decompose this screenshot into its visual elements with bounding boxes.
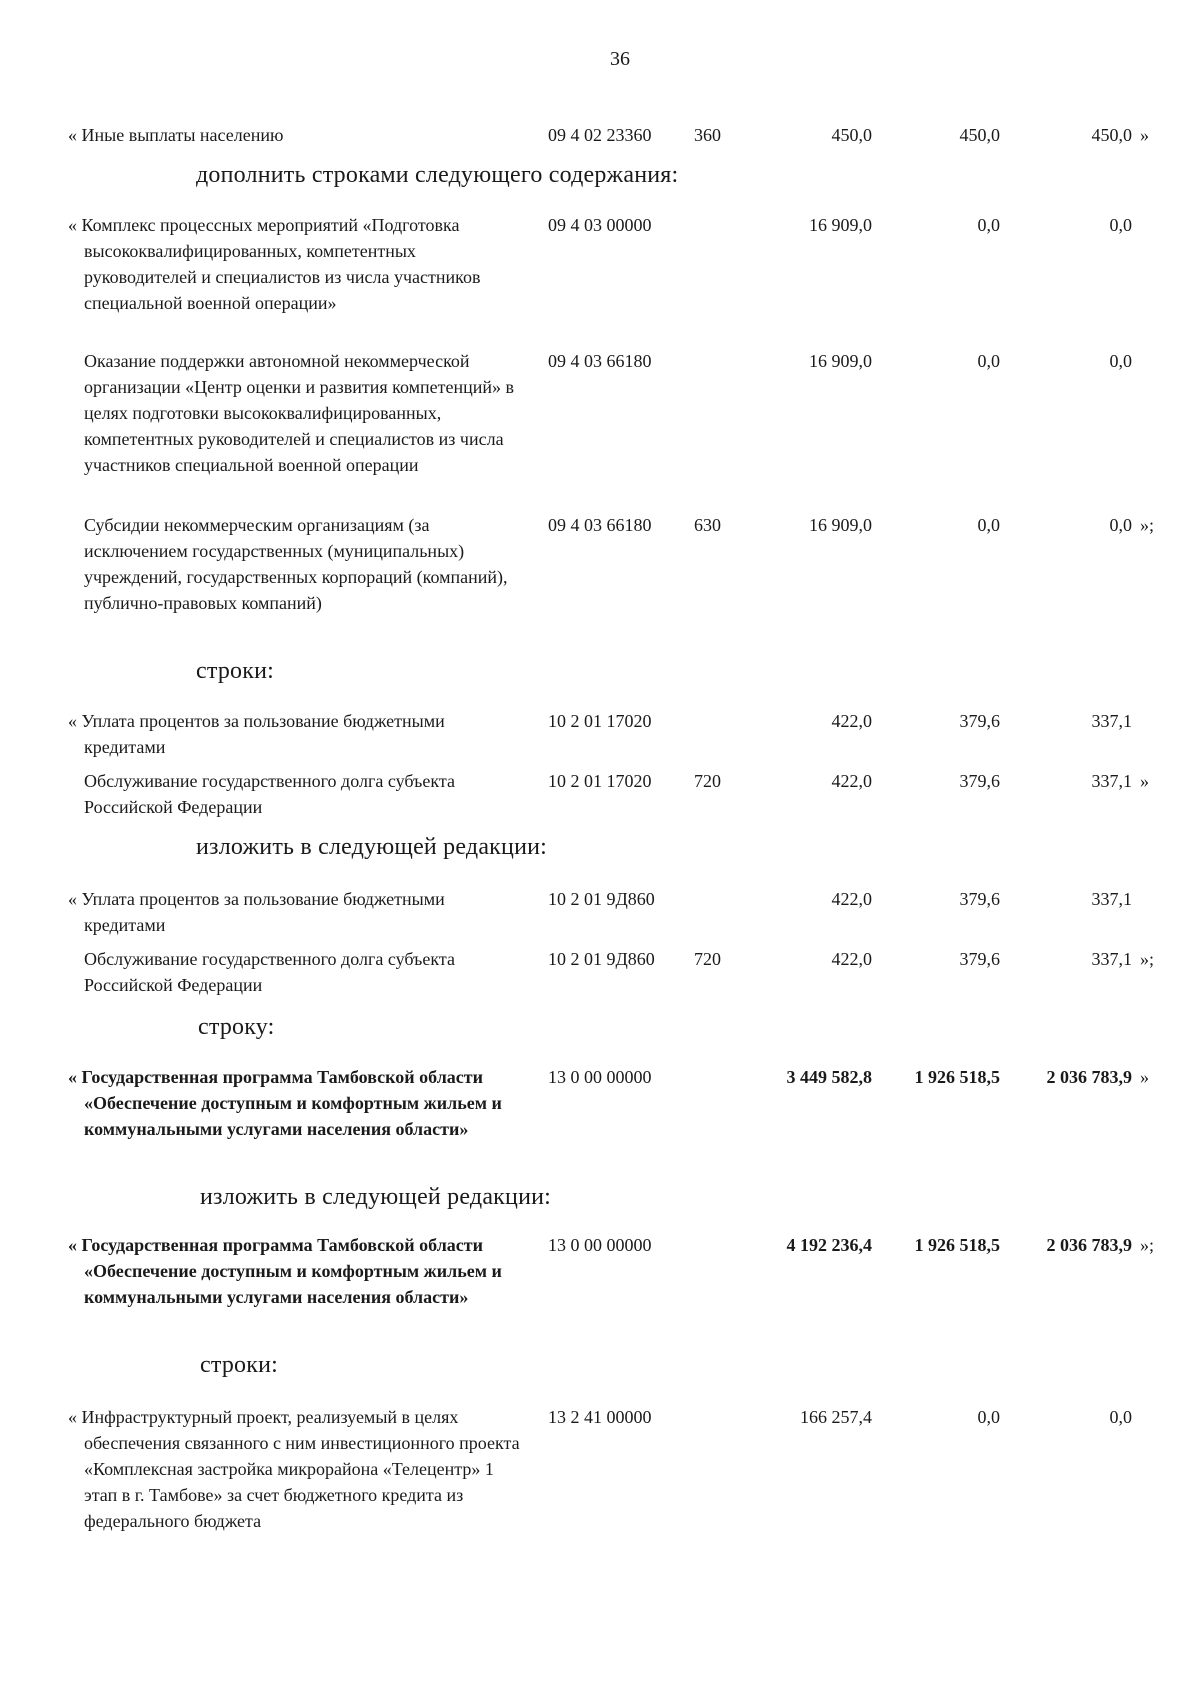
instruction-heading: изложить в следующей редакции: [196, 834, 548, 860]
row-value-year2: 450,0 [959, 125, 1000, 145]
quote-mark: « [68, 1407, 77, 1427]
row-closing-quote: » [1140, 125, 1149, 145]
row-closing-quote: »; [1140, 949, 1155, 969]
instruction-heading: изложить в следующей редакции: [200, 1184, 552, 1210]
row-description: « Уплата процентов за пользование бюджетными кредитами [68, 889, 445, 935]
quote-mark: « [68, 889, 77, 909]
row-value-year1: 16 909,0 [809, 515, 872, 535]
row-value-year3: 0,0 [1109, 1407, 1132, 1427]
row-value-year1: 450,0 [831, 125, 872, 145]
row-code: 13 0 00 00000 [548, 1235, 652, 1255]
row-value-year1: 422,0 [831, 711, 872, 731]
row-code: 09 4 02 23360 [548, 125, 652, 145]
row-value-year2: 0,0 [977, 215, 1000, 235]
row-code: 09 4 03 66180 [548, 515, 652, 535]
row-expense-type: 720 [694, 771, 721, 791]
row-value-year3: 337,1 [1091, 889, 1132, 909]
row-description: « Государственная программа Тамбовской области «Обеспечение доступным и комфортным жильем и коммунальными услугами населения области» [68, 1235, 502, 1307]
quote-mark: « [68, 125, 77, 145]
row-closing-quote: » [1140, 1067, 1149, 1087]
row-value-year2: 379,6 [959, 949, 1000, 969]
instruction-heading: строки: [200, 1352, 279, 1378]
row-code: 10 2 01 17020 [548, 711, 652, 731]
row-value-year2: 0,0 [977, 515, 1000, 535]
row-code: 13 0 00 00000 [548, 1067, 652, 1087]
row-value-year3: 337,1 [1091, 771, 1132, 791]
row-closing-quote: »; [1140, 1235, 1155, 1255]
row-description: « Уплата процентов за пользование бюджетными кредитами [68, 711, 445, 757]
row-value-year3: 0,0 [1109, 515, 1132, 535]
row-closing-quote: »; [1140, 515, 1155, 535]
row-expense-type: 360 [694, 125, 721, 145]
row-value-year2: 0,0 [977, 1407, 1000, 1427]
row-value-year3: 450,0 [1091, 125, 1132, 145]
row-description: Оказание поддержки автономной некоммерческой организации «Центр оценки и развития компетенций» в целях подготовки высококвалифицированных, компетентных руководителей и специалистов из числа участников специальной военной операции [84, 351, 515, 475]
row-description: « Иные выплаты населению [68, 125, 284, 145]
page-number: 36 [610, 48, 630, 70]
row-value-year2: 379,6 [959, 711, 1000, 731]
instruction-heading: дополнить строками следующего содержания: [196, 162, 679, 188]
quote-mark: « [68, 1067, 77, 1087]
row-value-year2: 1 926 518,5 [914, 1067, 1000, 1087]
row-value-year1: 16 909,0 [809, 215, 872, 235]
quote-mark: « [68, 711, 77, 731]
row-description: Обслуживание государственного долга субъекта Российской Федерации [84, 771, 455, 817]
row-code: 09 4 03 66180 [548, 351, 652, 371]
row-code: 13 2 41 00000 [548, 1407, 652, 1427]
row-description: « Комплекс процессных мероприятий «Подготовка высококвалифицированных, компетентных руководителей и специалистов из числа участников специальной военной операции» [68, 215, 481, 313]
instruction-heading: строки: [196, 658, 275, 684]
quote-mark: « [68, 1235, 77, 1255]
row-value-year3: 337,1 [1091, 711, 1132, 731]
row-value-year3: 337,1 [1091, 949, 1132, 969]
row-code: 10 2 01 9Д860 [548, 889, 655, 909]
quote-mark: « [68, 215, 77, 235]
row-value-year2: 0,0 [977, 351, 1000, 371]
row-value-year3: 0,0 [1109, 351, 1132, 371]
row-expense-type: 720 [694, 949, 721, 969]
row-code: 10 2 01 9Д860 [548, 949, 655, 969]
row-description: Обслуживание государственного долга субъекта Российской Федерации [84, 949, 455, 995]
row-value-year1: 422,0 [831, 771, 872, 791]
instruction-heading: строку: [198, 1014, 275, 1040]
row-closing-quote: » [1140, 771, 1149, 791]
row-expense-type: 630 [694, 515, 721, 535]
row-value-year1: 4 192 236,4 [786, 1235, 872, 1255]
row-value-year2: 379,6 [959, 771, 1000, 791]
row-code: 10 2 01 17020 [548, 771, 652, 791]
row-value-year1: 16 909,0 [809, 351, 872, 371]
row-value-year2: 1 926 518,5 [914, 1235, 1000, 1255]
row-value-year1: 422,0 [831, 889, 872, 909]
row-description: « Инфраструктурный проект, реализуемый в целях обеспечения связанного с ним инвестиционного проекта «Комплексная застройка микрорайона «Телецентр» 1 этап в г. Тамбове» за счет бюджетного кредита из федерального бюджета [68, 1407, 520, 1531]
row-description: « Государственная программа Тамбовской области «Обеспечение доступным и комфортным жильем и коммунальными услугами населения области» [68, 1067, 502, 1139]
row-value-year1: 422,0 [831, 949, 872, 969]
row-value-year3: 2 036 783,9 [1046, 1067, 1132, 1087]
row-value-year1: 166 257,4 [800, 1407, 872, 1427]
row-value-year1: 3 449 582,8 [786, 1067, 872, 1087]
row-value-year2: 379,6 [959, 889, 1000, 909]
row-code: 09 4 03 00000 [548, 215, 652, 235]
row-description: Субсидии некоммерческим организациям (за исключением государственных (муниципальных) учреждений, государственных корпораций (компаний), публично-правовых компаний) [84, 515, 508, 613]
row-value-year3: 0,0 [1109, 215, 1132, 235]
row-value-year3: 2 036 783,9 [1046, 1235, 1132, 1255]
